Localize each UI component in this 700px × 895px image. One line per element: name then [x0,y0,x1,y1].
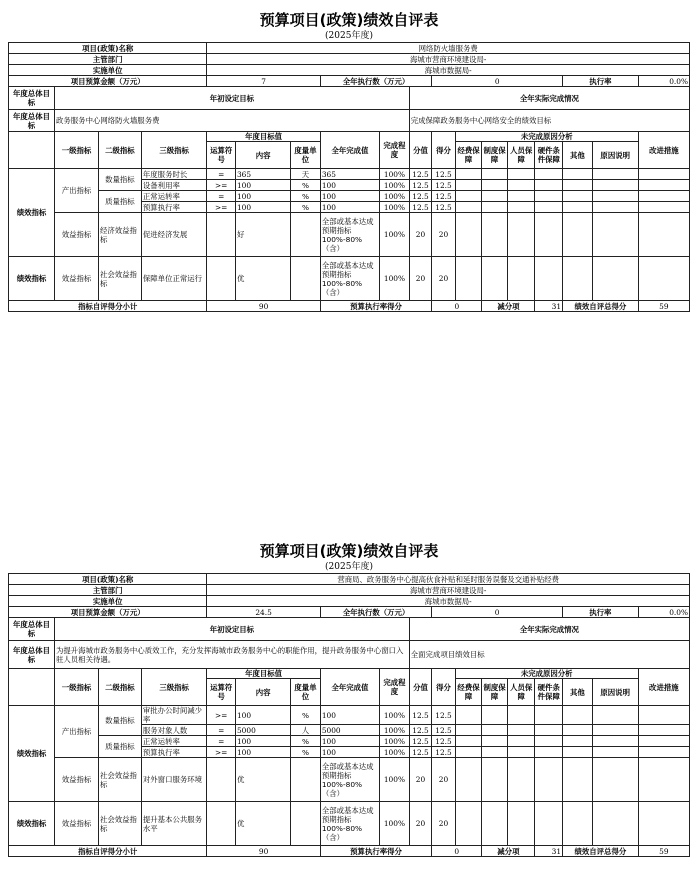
pct-cell: 100% [380,257,410,301]
perf-label: 绩效指标 [9,169,55,257]
score-header: 得分 [432,669,456,706]
level2-cell: 社会效益指标 [98,257,141,301]
budget-label: 项目预算金额（万元） [9,76,207,87]
sc-cell: 12.5 [432,202,456,213]
done-cell: 全部或基本达成预期指标100%-80%（含） [320,758,379,802]
done-cell: 100 [320,747,379,758]
op-cell: = [207,191,236,202]
sheet-title: 预算项目(政策)绩效自评表 [259,542,439,560]
level2-cell: 质量指标 [98,191,141,213]
done-cell: 365 [320,169,379,180]
sc-cell: 12.5 [432,180,456,191]
level2-header: 二级指标 [98,132,141,169]
level3-cell: 正常运转率 [141,191,206,202]
pct-cell: 100% [380,213,410,257]
level2-header: 二级指标 [98,669,141,706]
budget-value: 7 [207,76,320,87]
level3-cell: 保障单位正常运行 [141,257,206,301]
done-cell: 100 [320,180,379,191]
cause-other-header: 其他 [563,679,593,706]
op-cell: >= [207,202,236,213]
level3-cell: 对外窗口服务环境 [141,758,206,802]
sc-cell: 20 [432,257,456,301]
pct-cell: 100% [380,706,410,725]
subtotal-label: 指标自评得分小计 [9,846,207,857]
pct-cell: 100% [380,747,410,758]
op-header: 运算符号 [207,142,236,169]
op-cell [207,257,236,301]
level1-cell: 效益指标 [55,758,99,802]
exec-amount-value: 0 [432,607,563,618]
done-cell: 100 [320,736,379,747]
level3-cell: 设备利用率 [141,180,206,191]
project-name-value: 网络防火墙服务费 [207,43,690,54]
dept-label: 主管部门 [9,54,207,65]
unit-cell: 人 [291,725,321,736]
content-cell: 100 [235,747,290,758]
content-header: 内容 [235,679,290,706]
exec-amount-label: 全年执行数（万元） [320,607,431,618]
sheet-year: (2025年度) [325,31,373,41]
pct-cell: 100% [380,180,410,191]
cause-explain-header: 原因说明 [592,142,638,169]
done-cell: 100 [320,706,379,725]
score-value-header: 分值 [409,132,431,169]
unit-value: 海城市数据局- [207,65,690,76]
target-value-header: 年度目标值 [207,669,320,679]
evaluation-table [8,42,690,312]
level1-cell: 产出指标 [55,169,99,213]
unit-cell: % [291,706,321,725]
content-cell: 好 [235,213,290,257]
level1-cell: 效益指标 [55,257,99,301]
content-cell: 5000 [235,725,290,736]
blank-cell [9,132,55,169]
done-cell: 5000 [320,725,379,736]
goal-text: 为提升海城市政务服务中心质效工作，充分发挥海城市政务服务中心的职能作用，提升政务服务中心窗口入驻人员相关待遇。 [55,641,410,669]
exec-rate-value: 0.0% [638,607,689,618]
done-cell: 全部或基本达成预期指标100%-80%（含） [320,257,379,301]
annual-goal-label-2: 年度总体目标 [9,110,55,132]
content-cell: 100 [235,191,290,202]
unit-cell: % [291,747,321,758]
unit-cell [291,257,321,301]
project-name-label: 项目(政策)名称 [9,43,207,54]
target-value-header: 年度目标值 [207,132,320,142]
level1-cell: 产出指标 [55,706,99,758]
actual-text: 完成保障政务服务中心网络安全的绩效目标 [409,110,689,132]
perf-label: 绩效指标 [9,706,55,802]
content-cell: 优 [235,758,290,802]
level3-cell: 年度服务时长 [141,169,206,180]
subtotal-value: 90 [207,846,320,857]
pct-cell: 100% [380,169,410,180]
sv-cell: 12.5 [409,706,431,725]
op-cell: = [207,725,236,736]
initial-goal-header: 年初设定目标 [55,87,410,110]
level3-header: 三级指标 [141,669,206,706]
exec-rate-value: 0.0% [638,76,689,87]
unit-cell: % [291,180,321,191]
op-cell: = [207,736,236,747]
level3-cell: 审批办公时间减少率 [141,706,206,725]
content-cell: 优 [235,802,290,846]
unit-cell [291,213,321,257]
exec-score-value: 0 [432,846,482,857]
level2-cell: 社会效益指标 [98,758,141,802]
content-cell: 优 [235,257,290,301]
sv-cell: 12.5 [409,191,431,202]
unit-cell: % [291,202,321,213]
level3-cell: 提升基本公共服务水平 [141,802,206,846]
sv-cell: 12.5 [409,736,431,747]
level3-cell: 促进经济发展 [141,213,206,257]
total-label: 绩效自评总得分 [563,846,639,857]
unit-label: 实施单位 [9,65,207,76]
annual-goal-label: 年度总体目标 [9,87,55,110]
exec-rate-label: 执行率 [563,76,639,87]
exec-rate-label: 执行率 [563,607,639,618]
level3-cell: 正常运转率 [141,736,206,747]
initial-goal-header: 年初设定目标 [55,618,410,641]
content-cell: 365 [235,169,290,180]
annual-goal-label-2: 年度总体目标 [9,641,55,669]
cause-funding-header: 经费保障 [455,679,482,706]
unit-measure-header: 度量单位 [291,142,321,169]
cause-explain-header: 原因说明 [592,679,638,706]
done-cell: 100 [320,191,379,202]
unit-measure-header: 度量单位 [291,679,321,706]
level2-cell: 质量指标 [98,736,141,758]
done-cell: 全部或基本达成预期指标100%-80%（含） [320,213,379,257]
completion-header: 完成程度 [380,132,410,169]
level1-header: 一级指标 [55,669,99,706]
exec-score-label: 预算执行率得分 [320,301,431,312]
op-cell [207,802,236,846]
sc-cell: 12.5 [432,169,456,180]
level1-header: 一级指标 [55,132,99,169]
exec-score-label: 预算执行率得分 [320,846,431,857]
cause-policy-header: 制度保障 [482,142,508,169]
dept-label: 主管部门 [9,585,207,596]
actual-header: 全年实际完成情况 [409,87,689,110]
level3-cell: 预算执行率 [141,747,206,758]
sv-cell: 12.5 [409,180,431,191]
improve-header: 改进措施 [638,669,689,706]
deduct-value: 31 [535,846,563,857]
evaluation-sheet-1 [8,10,690,312]
pct-cell: 100% [380,736,410,747]
pct-cell: 100% [380,725,410,736]
evaluation-sheet-2 [8,541,690,857]
actual-text: 全面完成项目绩效目标 [409,641,689,669]
level3-cell: 预算执行率 [141,202,206,213]
op-cell [207,213,236,257]
sv-cell: 12.5 [409,202,431,213]
level3-header: 三级指标 [141,132,206,169]
done-cell: 100 [320,202,379,213]
project-name-label: 项目(政策)名称 [9,574,207,585]
budget-value: 24.5 [207,607,320,618]
pct-cell: 100% [380,802,410,846]
sv-cell: 12.5 [409,169,431,180]
perf-label-2: 绩效指标 [9,257,55,301]
content-header: 内容 [235,142,290,169]
deduct-label: 减分项 [482,846,535,857]
unit-cell [291,802,321,846]
sc-cell: 20 [432,213,456,257]
sv-cell: 20 [409,758,431,802]
cause-staff-header: 人员保障 [507,679,535,706]
budget-label: 项目预算金额（万元） [9,607,207,618]
subtotal-label: 指标自评得分小计 [9,301,207,312]
cause-policy-header: 制度保障 [482,679,508,706]
annual-goal-label: 年度总体目标 [9,618,55,641]
project-name-value: 营商局、政务服务中心提高伙食补贴和延时服务误餐及交通补贴经费 [207,574,690,585]
level2-cell: 社会效益指标 [98,802,141,846]
dept-value: 海城市营商环境建设局- [207,585,690,596]
subtotal-value: 90 [207,301,320,312]
unit-value: 海城市数据局- [207,596,690,607]
cause-analysis-header: 未完成原因分析 [455,132,638,142]
content-cell: 100 [235,706,290,725]
deduct-value: 31 [535,301,563,312]
deduct-label: 减分项 [482,301,535,312]
total-value: 59 [638,846,689,857]
level1-cell: 效益指标 [55,802,99,846]
sv-cell: 12.5 [409,725,431,736]
sv-cell: 20 [409,257,431,301]
op-cell [207,758,236,802]
blank-cell [9,669,55,706]
score-value-header: 分值 [409,669,431,706]
sv-cell: 20 [409,213,431,257]
sheet-title: 预算项目(政策)绩效自评表 [259,11,439,29]
unit-cell [291,758,321,802]
exec-amount-label: 全年执行数（万元） [320,76,431,87]
completion-header: 完成程度 [380,669,410,706]
level1-cell: 效益指标 [55,213,99,257]
sc-cell: 12.5 [432,736,456,747]
cause-hardware-header: 硬件条件保障 [535,142,563,169]
op-cell: >= [207,180,236,191]
content-cell: 100 [235,202,290,213]
improve-header: 改进措施 [638,132,689,169]
actual-header: 全年实际完成情况 [409,618,689,641]
sc-cell: 20 [432,802,456,846]
op-cell: = [207,169,236,180]
total-value: 59 [638,301,689,312]
sv-cell: 20 [409,802,431,846]
cause-funding-header: 经费保障 [455,142,482,169]
total-label: 绩效自评总得分 [563,301,639,312]
level2-cell: 经济效益指标 [98,213,141,257]
unit-cell: 天 [291,169,321,180]
pct-cell: 100% [380,202,410,213]
dept-value: 海城市营商环境建设局- [207,54,690,65]
cause-staff-header: 人员保障 [507,142,535,169]
op-header: 运算符号 [207,679,236,706]
unit-cell: % [291,736,321,747]
done-cell: 全部或基本达成预期指标100%-80%（含） [320,802,379,846]
level3-cell: 服务对象人数 [141,725,206,736]
score-header: 得分 [432,132,456,169]
level2-cell: 数量指标 [98,169,141,191]
cause-hardware-header: 硬件条件保障 [535,679,563,706]
pct-cell: 100% [380,191,410,202]
sc-cell: 20 [432,758,456,802]
evaluation-table [8,573,690,857]
level2-cell: 数量指标 [98,706,141,736]
cause-analysis-header: 未完成原因分析 [455,669,638,679]
full-year-header: 全年完成值 [320,669,379,706]
sc-cell: 12.5 [432,706,456,725]
unit-cell: % [291,191,321,202]
unit-label: 实施单位 [9,596,207,607]
op-cell: >= [207,747,236,758]
op-cell: >= [207,706,236,725]
exec-amount-value: 0 [432,76,563,87]
sc-cell: 12.5 [432,191,456,202]
content-cell: 100 [235,736,290,747]
full-year-header: 全年完成值 [320,132,379,169]
cause-other-header: 其他 [563,142,593,169]
sc-cell: 12.5 [432,725,456,736]
sheet-year: (2025年度) [325,562,373,572]
sc-cell: 12.5 [432,747,456,758]
goal-text: 政务服务中心网络防火墙服务费 [55,110,410,132]
exec-score-value: 0 [432,301,482,312]
content-cell: 100 [235,180,290,191]
perf-label-2: 绩效指标 [9,802,55,846]
sv-cell: 12.5 [409,747,431,758]
pct-cell: 100% [380,758,410,802]
